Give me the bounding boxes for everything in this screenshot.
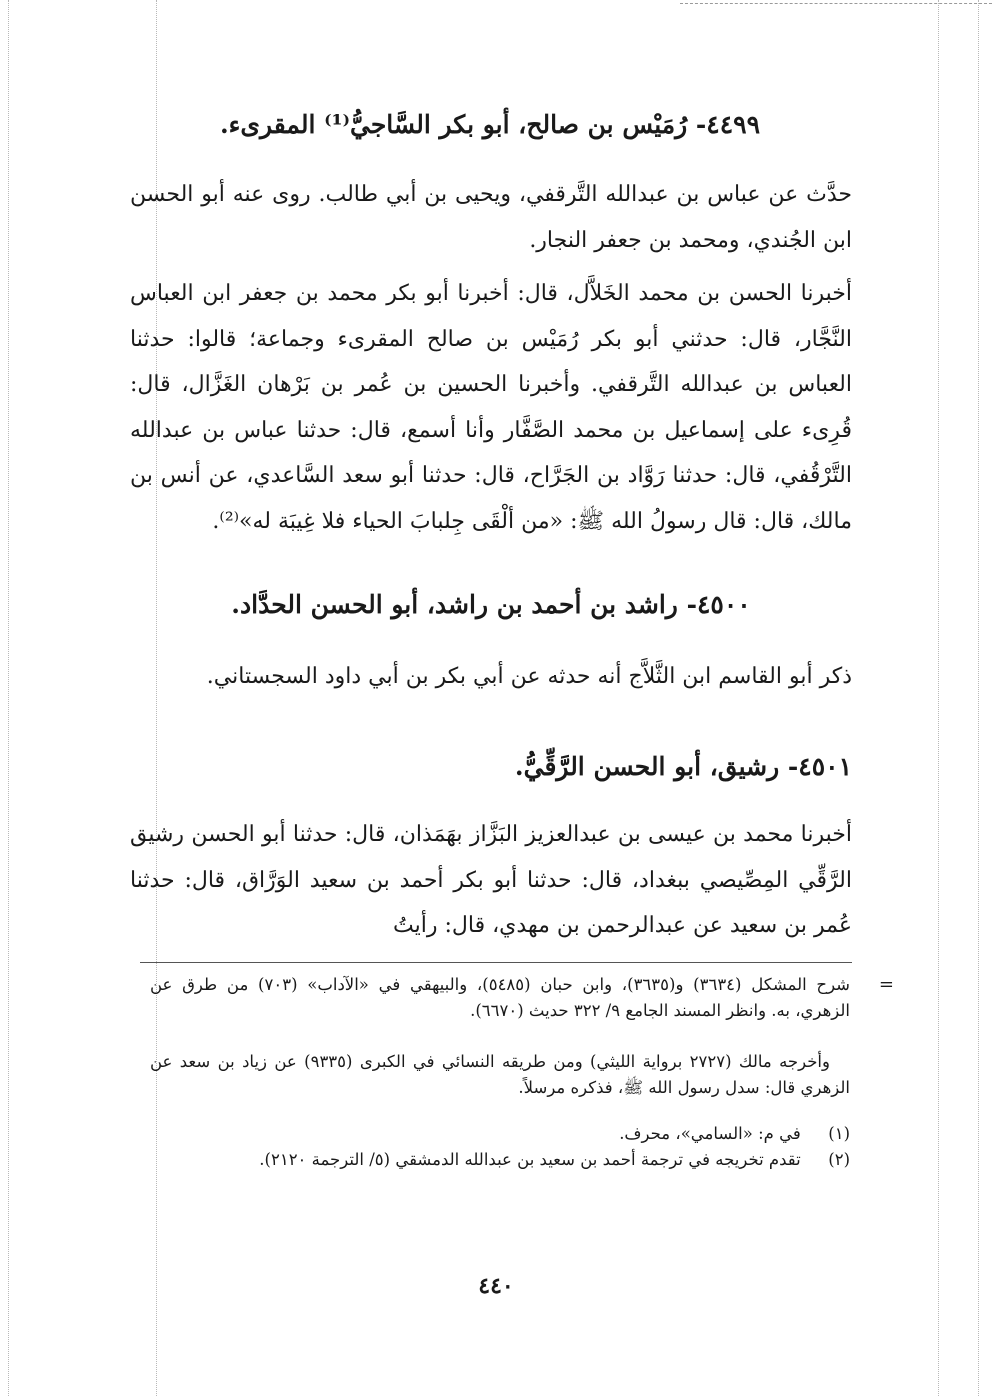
footnote-2 bbox=[150, 1147, 850, 1173]
entry-4501-paragraph: أخبرنا محمد بن عيسى بن عبدالعزيز البَزَّاز بهَمَذان، قال: حدثنا أبو الحسن رشيق الرَّقِّي المِصِّيصي ببغداد، قال: حدثنا أبو بكر أحمد بن سعيد الوَرَّاق، قال: حدثنا عُمر بن سعيد عن عبدالرحمن بن مهدي، قال: رأيتُ bbox=[130, 822, 852, 938]
entry-4499-heading: ٤٤٩٩- رُمَيْس بن صالح، أبو بكر السَّاجيُّ⁽¹⁾ المقرىء. bbox=[219, 110, 761, 139]
scan-margin-dots-left bbox=[8, 0, 9, 1396]
footnote-text: في م: «السامي»، محرف. bbox=[619, 1124, 801, 1143]
footnote-continuation bbox=[150, 972, 894, 1024]
entry-4501-heading: ٤٥٠١- رشيق، أبو الحسن الرَّقِّيُّ. bbox=[514, 752, 852, 781]
entry-4500-paragraph: ذكر أبو القاسم ابن الثَّلاَّج أنه حدثه عن أبي بكر بن أبي داود السجستاني. bbox=[206, 664, 852, 689]
scan-margin-dots-right bbox=[978, 0, 979, 1396]
scan-margin-dots-inner-right bbox=[938, 0, 939, 1396]
footnote-separator bbox=[140, 962, 852, 963]
top-edge-rule bbox=[680, 3, 992, 4]
footnote-number: (١) bbox=[828, 1124, 850, 1143]
footnote-notes bbox=[150, 1121, 850, 1173]
entry-4500-heading: ٤٥٠٠- راشد بن أحمد بن راشد، أبو الحسن الحدَّاد. bbox=[231, 590, 751, 619]
footnote-1 bbox=[150, 1121, 850, 1147]
footnote-addendum: وأخرجه مالك (٢٧٢٧ برواية الليثي) ومن طريقه النسائي في الكبرى (٩٣٣٥) عن زياد بن سعد عن الزهري قال: سدل رسول الله ﷺ، فذكره مرسلاً. bbox=[150, 1052, 850, 1097]
continuation-mark: = bbox=[878, 974, 894, 995]
entry-4499-intro-paragraph: حدَّث عن عباس بن عبدالله التَّرقفي، ويحيى بن أبي طالب. روى عنه أبو الحسن ابن الجُندي، ومحمد بن جعفر النجار. bbox=[130, 182, 852, 253]
footnote-number: (٢) bbox=[828, 1150, 850, 1169]
footnote-continuation-text: شرح المشكل (٣٦٣٤) و(٣٦٣٥)، وابن حبان (٥٤٨٥)، والبيهقي في «الآداب» (٧٠٣) من طرق عن الزهري، به. وانظر المسند الجامع ٩/ ٣٢٢ حديث (٦٦٧٠). bbox=[150, 975, 850, 1020]
entry-4499-hadith-paragraph: أخبرنا الحسن بن محمد الخَلاَّل، قال: أخبرنا أبو بكر محمد بن جعفر ابن العباس النَّجَّار، قال: حدثني أبو بكر رُمَيْس بن صالح المقرىء وجماعة؛ قالوا: حدثنا العباس بن عبدالله التَّرقفي. وأخبرنا الحسين بن عُمر بن بَرْهان الغَزَّال، قال: قُرِىء على إسماعيل بن محمد الصَّفَّار وأنا أسمع، قال: حدثنا عباس بن عبدالله التَّرْقُفي، قال: حدثنا رَوَّاد بن الجَرَّاح، قال: حدثنا أبو سعد السَّاعدي، عن أنس بن مالك، قال: قال رسولُ الله ﷺ: «من ألْقَى جِلبابَ الحياء فلا غِيبَة له»⁽²⁾. bbox=[130, 281, 852, 534]
footnote-text: تقدم تخريجه في ترجمة أحمد بن سعيد بن عبدالله الدمشقي (٥/ الترجمة ٢١٢٠). bbox=[259, 1150, 801, 1169]
page-number: ٤٤٠ bbox=[478, 1273, 514, 1299]
